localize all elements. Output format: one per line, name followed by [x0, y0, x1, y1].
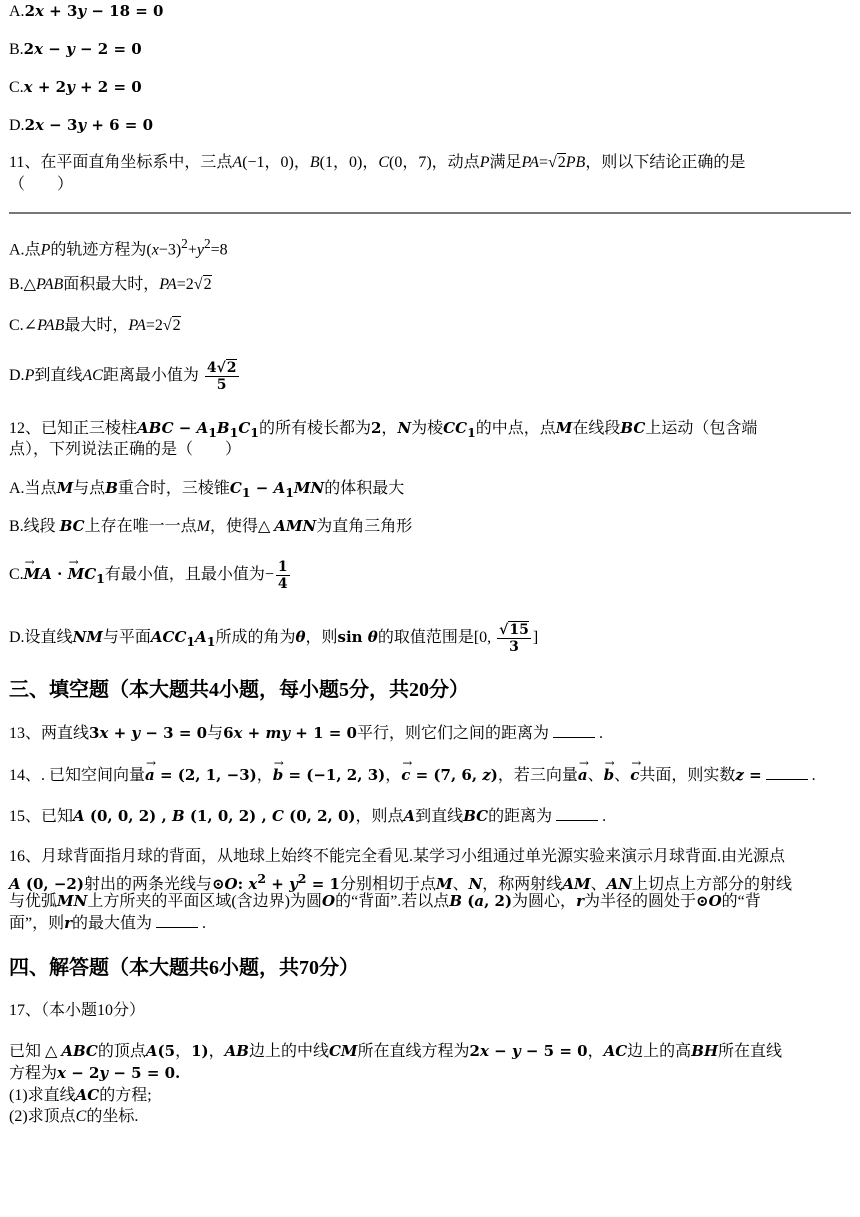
q12-option-a: A.当点M与点B重合时，三棱锥$C_1 - A_1MN$的体积最大 [9, 479, 405, 500]
q11-option-c: C.∠PAB最大时，PA=2√2 [9, 317, 181, 334]
q13: 13、两直线3x + y − 3 = 0与6x + my + 1 = 0平行，则它们之间的距离为 . [9, 724, 603, 742]
divider [9, 212, 851, 214]
q17-title: 17、（本小题10分） [9, 1002, 146, 1019]
q17-part-1: (1)求直线AC的方程; [9, 1086, 152, 1104]
q11-option-a: A.点P的轨迹方程为$(x-3)^2+y^2=8$ [9, 236, 228, 259]
q14: 14、. 已知空间向量→ a = (2, 1, −3)，→ b = (−1, 2, 3)，→ c = (7, 6, z)，若三向量→ a、→ b、→ c共面，则实数z = . [9, 764, 850, 787]
q11-option-b: B.△PAB面积最大时，PA=2√2 [9, 276, 212, 293]
q12-stem-cont: 点），下列说法正确的是（ ） [9, 441, 242, 458]
q16-line-1: 16、月球背面指月球的背面，从地球上始终不能完全看见.某学习小组通过单光源实验来演示月球背面.由光源点 [9, 848, 786, 865]
q12-stem: 12、已知正三棱柱ABC − $A_1B_1C_1$的所有棱长都为2，N为棱$CC_1$的中点，点M在线段BC上运动（包含端 [9, 419, 758, 440]
q16-line-3: 与优弧MN上方所夹的平面区域(含边界)为圆O的“背面”.若以点B (a, 2)为圆心，r为半径的圆处于⊙O的“背 [9, 892, 761, 910]
q12-option-b: B.线段 BC上存在唯一一点M，使得△ AMN为直角三角形 [9, 517, 413, 535]
q11-option-d: D.P到直线AC距离最小值为 $\frac{4√2}{5}$ [9, 359, 237, 393]
q11-stem-cont: （ ） [9, 176, 74, 193]
section-4-heading: 四、解答题（本大题共6小题，共70分） [9, 957, 359, 979]
q17-line-2: 方程为x − 2y − 5 = 0. [9, 1064, 181, 1082]
q10-option-b: B.2x − y − 2 = 0 [9, 40, 142, 58]
q10-option-a: A.2x + 3y − 18 = 0 [9, 2, 164, 20]
q16-line-2: A (0, −2)射出的两条光线与⊙O: $x^2 + y^2 = 1$分别相切于点M、N，称两射线AM、AN上切点上方部分的射线 [9, 871, 792, 893]
q17-line-1: 已知 △ ABC的顶点A(5，1)，AB边上的中线CM所在直线方程为2x − y − 5 = 0，AC边上的高BH所在直线 [9, 1042, 783, 1060]
q10-option-c: C.x + 2y + 2 = 0 [9, 78, 142, 96]
section-3-heading: 三、填空题（本大题共4小题，每小题5分，共20分） [9, 679, 469, 701]
q15: 15、已知A (0, 0, 2) , B (1, 0, 2) , C (0, 2, 0)，则点A到直线BC的距离为 . [9, 807, 607, 825]
q12-option-c: C.→ MA · → $MC_1$有最小值，且最小值为− $\frac{1}{4}$ [9, 556, 850, 597]
q12-option-d: D.设直线NM与平面$ACC_1A_1$所成的角为θ，则sin θ的取值范围是[0, $\frac{√15}{3}$ ] [9, 621, 539, 655]
q10-option-d: D.2x − 3y + 6 = 0 [9, 116, 154, 134]
q16-line-4: 面”，则r的最大值为 . [9, 914, 207, 932]
q17-part-2: (2)求顶点C的坐标. [9, 1108, 139, 1125]
q11-stem: 11、在平面直角坐标系中，三点A(−1，0)，B(1，0)，C(0，7)，动点P满足PA=√2PB，则以下结论正确的是 [9, 154, 746, 171]
